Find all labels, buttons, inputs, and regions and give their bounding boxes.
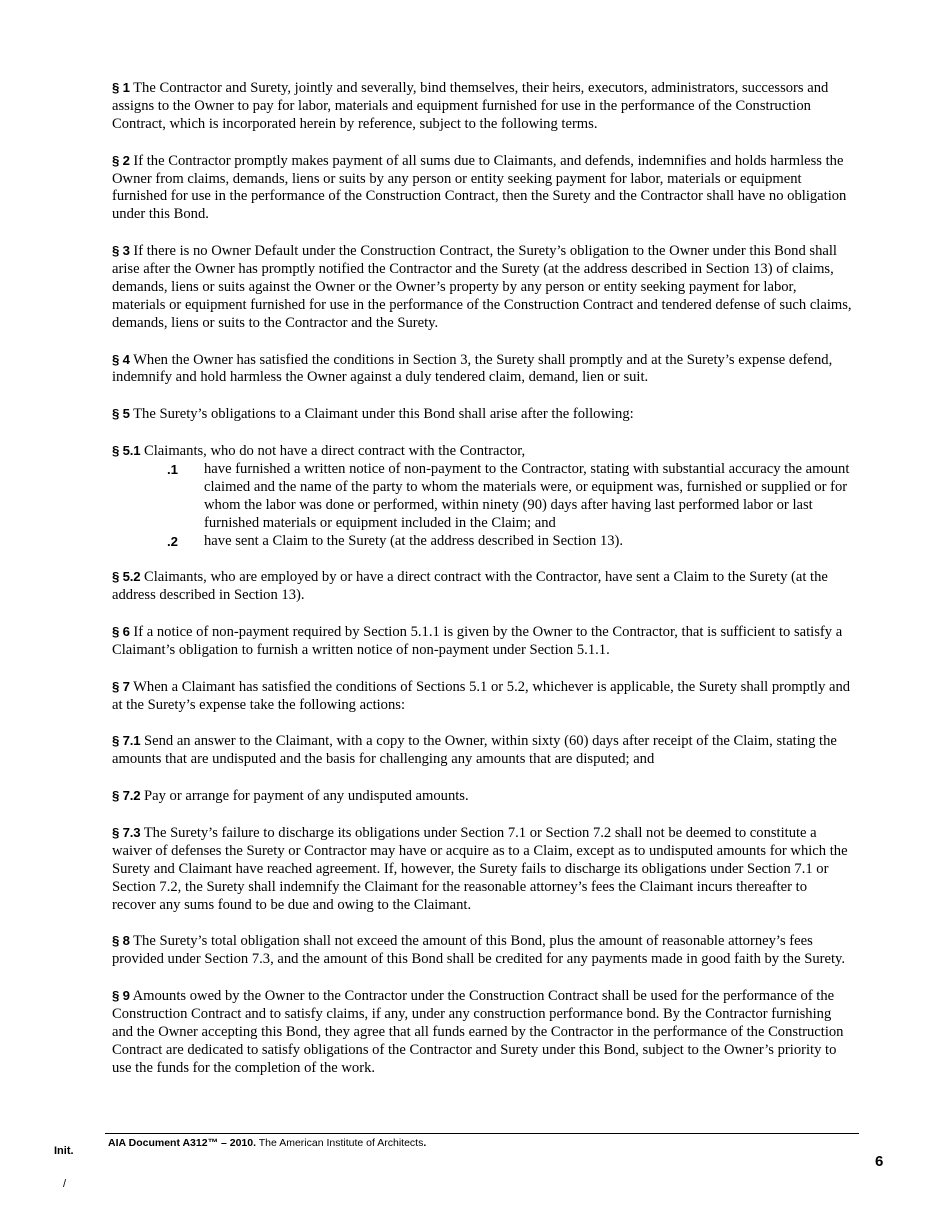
section-number: § 7.2 — [112, 788, 141, 804]
section-number: § 6 — [112, 624, 130, 640]
init-slash: / — [63, 1178, 67, 1190]
section-number: § 1 — [112, 80, 130, 95]
section-number: § 9 — [112, 988, 130, 1004]
section-2 — [112, 152, 852, 225]
section-9 — [112, 987, 852, 1078]
footer-period: . — [423, 1137, 427, 1149]
section-4 — [112, 351, 852, 388]
footer-doc-id: AIA Document A312™ – 2010. — [108, 1137, 257, 1149]
section-text: The Surety’s obligations to a Claimant under this Bond shall arise after the following: — [129, 406, 634, 423]
footer-divider — [105, 1133, 859, 1134]
list-item — [112, 461, 852, 533]
section-5-1-list — [112, 461, 852, 551]
section-5-2 — [112, 568, 852, 605]
section-text: If there is no Owner Default under the Construction Contract, the Surety’s obligation to the Owner under this Bond shall arise after the Owner has promptly notified the Contractor and the Surety (at the address described in Section 13) of claims, demands, liens or suits against the Owner or the Owner’s property by any person or entity seeking payment for labor, materials or equipment furnished for use in the performance of the Construction Contract and tendered defense of such claims, demands, liens or suits to the Contractor and the Surety. — [112, 243, 852, 331]
section-number: § 5 — [112, 406, 130, 422]
section-6 — [112, 623, 852, 660]
section-text: Claimants, who do not have a direct contract with the Contractor, — [140, 443, 526, 460]
section-number: § 7.1 — [112, 733, 141, 749]
section-text: Pay or arrange for payment of any undisputed amounts. — [140, 788, 469, 805]
section-text: When a Claimant has satisfied the conditions of Sections 5.1 or 5.2, whichever is applicable, the Surety shall promptly and at the Surety’s expense take the following actions: — [112, 678, 851, 713]
section-text: If the Contractor promptly makes payment of all sums due to Claimants, and defends, indemnifies and holds harmless the Owner from claims, demands, liens or suits by any person or entity seeking payment for labor, materials or equipment furnished for use in the performance of the Construction Contract, then the Surety and the Contractor shall have no obligation under this Bond. — [112, 152, 847, 223]
section-7 — [112, 678, 852, 715]
section-8 — [112, 932, 852, 969]
footer-publisher: The American Institute of Architects — [256, 1137, 424, 1149]
list-item-text: have furnished a written notice of non-payment to the Contractor, stating with substantial accuracy the amount claimed and the name of the party to whom the materials were, or equipment was, furnished or supplied or for whom the labor was done or performed, within ninety (90) days after having last performed labor or last furnished materials or equipment included in the Claim; and — [204, 460, 850, 531]
section-number: § 7 — [112, 678, 130, 694]
section-text: The Surety’s failure to discharge its obligations under Section 7.1 or Section 7.2 shall not be deemed to constitute a waiver of defenses the Surety or Contractor may have or acquire as to a Claim, except as to undisputed amounts for which the Surety and Claimant have reached agreement. If, however, the Surety fails to discharge its obligations under Section 7.1 or Section 7.2, the Surety shall indemnify the Claimant for the reasonable attorney’s fees the Claimant incurs thereafter to recover any sums found to be due and owing to the Claimant. — [112, 824, 848, 913]
list-item-number: .1 — [167, 461, 178, 477]
section-number: § 5.2 — [112, 569, 141, 585]
section-text: Send an answer to the Claimant, with a copy to the Owner, within sixty (60) days after receipt of the Claim, stating the amounts that are undisputed and the basis for challenging any amounts that are disputed; and — [112, 733, 837, 768]
section-text: The Contractor and Surety, jointly and severally, bind themselves, their heirs, executors, administrators, successors and assigns to the Owner to pay for labor, materials and equipment furnished for use in the performance of the Construction Contract, which is incorporated herein by reference, subject to the following terms. — [112, 80, 829, 132]
section-7-1 — [112, 732, 852, 769]
section-1 — [112, 79, 852, 134]
section-text: Amounts owed by the Owner to the Contractor under the Construction Contract shall be used for the performance of the Construction Contract and to satisfy claims, if any, under any construction performance bond. By the Contractor furnishing and the Owner accepting this Bond, they agree that all funds earned by the Contractor in the performance of the Construction Contract are dedicated to satisfy obligations of the Contractor and Surety under this Bond, subject to the Owner’s priority to use the funds for the completion of the work. — [112, 988, 844, 1076]
section-text: If a notice of non-payment required by Section 5.1.1 is given by the Owner to the Contractor, that is sufficient to satisfy a Claimant’s obligation to furnish a written notice of non-payment under Section 5.1.1. — [112, 624, 843, 658]
section-number: § 7.3 — [112, 824, 141, 840]
section-number: § 8 — [112, 933, 130, 949]
list-item-number: .2 — [167, 533, 178, 549]
section-number: § 4 — [112, 351, 130, 367]
section-7-2 — [112, 787, 852, 806]
section-3 — [112, 242, 852, 333]
section-text: The Surety’s total obligation shall not exceed the amount of this Bond, plus the amount of reasonable attorney’s fees provided under Section 7.3, and the amount of this Bond shall be credited for any payments made in good faith by the Surety. — [112, 933, 846, 968]
page-number: 6 — [875, 1153, 884, 1170]
section-7-3 — [112, 824, 852, 915]
section-5 — [112, 405, 852, 424]
footer-document-title — [108, 1137, 426, 1149]
document-body — [112, 79, 852, 1096]
section-text: Claimants, who are employed by or have a direct contract with the Contractor, have sent a Claim to the Surety (at the address described in Section 13). — [112, 569, 828, 604]
init-label: Init. — [54, 1145, 74, 1157]
section-5-1 — [112, 442, 852, 461]
section-text: When the Owner has satisfied the conditions in Section 3, the Surety shall promptly and at the Surety’s expense defend, indemnify and hold harmless the Owner against a duly tendered claim, demand, lien or suit. — [112, 351, 833, 386]
list-item-text: have sent a Claim to the Surety (at the address described in Section 13). — [204, 532, 624, 549]
list-item — [112, 533, 852, 551]
section-number: § 2 — [112, 152, 130, 168]
section-number: § 3 — [112, 243, 130, 259]
section-number: § 5.1 — [112, 443, 141, 459]
